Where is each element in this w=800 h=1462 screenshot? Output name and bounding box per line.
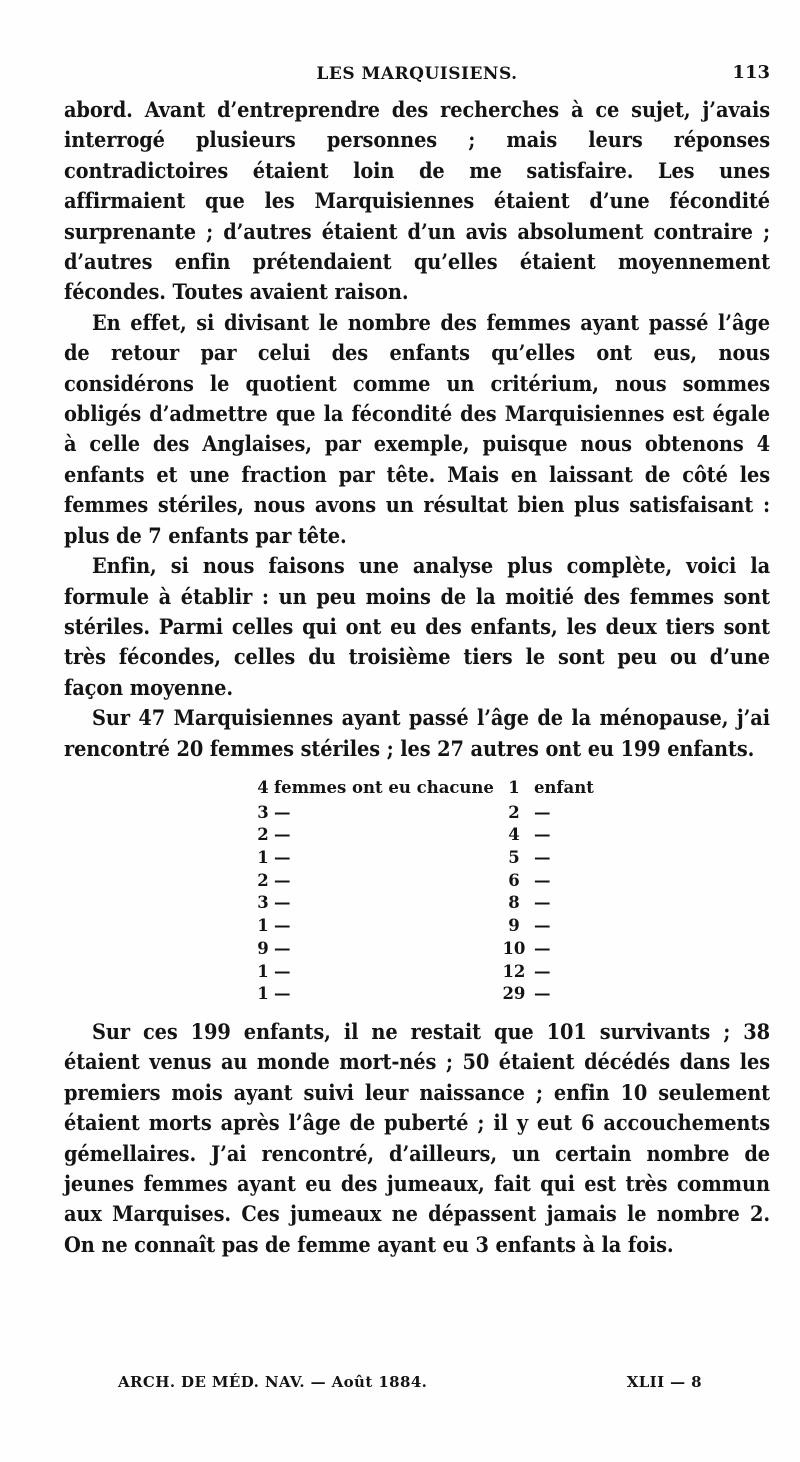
tally-ditto-mark: — bbox=[533, 893, 551, 913]
page-header bbox=[64, 60, 770, 96]
tally-count: 1 bbox=[257, 916, 269, 936]
tally-row bbox=[252, 870, 594, 893]
tally-row bbox=[252, 915, 594, 938]
footer-signature: XLII — 8 bbox=[626, 1373, 702, 1391]
tally-header-row bbox=[252, 777, 594, 802]
tally-ditto-mark: — bbox=[533, 961, 551, 981]
tally-children-number: 10 bbox=[502, 938, 526, 958]
tally-row bbox=[252, 892, 594, 915]
tally-ditto-mark: — bbox=[274, 870, 291, 890]
tally-count: 3 bbox=[257, 802, 269, 822]
tally-ditto-mark: — bbox=[533, 825, 551, 845]
tally-ditto-mark: — bbox=[274, 938, 291, 958]
children-tally-table bbox=[252, 777, 594, 1006]
tally-count: 1 bbox=[257, 984, 269, 1004]
tally-row bbox=[252, 802, 594, 825]
tally-children-number: 8 bbox=[508, 893, 520, 913]
tally-row bbox=[252, 847, 594, 870]
tally-count: 9 bbox=[257, 938, 269, 958]
tally-ditto-mark: — bbox=[533, 916, 551, 936]
paragraph-3: Enfin, si nous faisons une analyse plus complète, voici la formule à établir : un peu moins de la moitié des femmes sont stériles. Parmi celles qui ont eu des enfants, les deux tiers sont très fécondes, celles du troisième tiers le sont peu ou d’une façon moyenne. bbox=[64, 554, 770, 701]
tally-ditto-mark: — bbox=[274, 802, 291, 822]
paragraph-2: En effet, si divisant le nombre des femmes ayant passé l’âge de retour par celui des enfants qu’elles ont eus, nous considérons le quotient comme un critérium, nous sommes obligés d’admettre que la fécondité des Marquisiennes est égale à celle des Anglaises, par exemple, puisque nous obtenons 4 enfants et une fraction par tête. Mais en laissant de côté les femmes stériles, nous avons un résultat bien plus satisfaisant : plus de 7 enfants par tête. bbox=[64, 310, 770, 549]
tally-header-middle: femmes ont eu chacune bbox=[274, 777, 494, 797]
tally-ditto-mark: — bbox=[533, 802, 551, 822]
page bbox=[64, 60, 770, 1261]
tally-row bbox=[252, 983, 594, 1006]
tally-count: 2 bbox=[257, 825, 269, 845]
tally-children-number: 29 bbox=[502, 984, 526, 1004]
footer-journal-citation: ARCH. DE MÉD. NAV. — Août 1884. bbox=[118, 1373, 428, 1391]
tally-count: 3 bbox=[257, 893, 269, 913]
page-number: 113 bbox=[732, 62, 770, 83]
tally-ditto-mark: — bbox=[274, 961, 291, 981]
tally-ditto-mark: — bbox=[533, 870, 551, 890]
tally-body bbox=[252, 802, 594, 1006]
tally-ditto-mark: — bbox=[274, 825, 291, 845]
paragraph-1: abord. Avant d’entreprendre des recherches à ce sujet, j’avais interrogé plusieurs personnes ; mais leurs réponses contradictoires étaient loin de me satisfaire. Les unes affirmaient que les Marquisiennes étaient d’une fécondité surprenante ; d’autres étaient d’un avis absolument contraire ; d’autres enfin prétendaient qu’elles étaient moyennement fécondes. Toutes avaient raison. bbox=[64, 98, 770, 306]
paragraph-4: Sur 47 Marquisiennes ayant passé l’âge de la ménopause, j’ai rencontré 20 femmes stériles ; les 27 autres ont eu 199 enfants. bbox=[64, 706, 770, 762]
running-title: LES MARQUISIENS. bbox=[316, 64, 518, 84]
tally-children-number: 5 bbox=[508, 848, 520, 868]
tally-children-number: 6 bbox=[508, 870, 520, 890]
tally-children-number: 12 bbox=[502, 961, 526, 981]
tally-ditto-mark: — bbox=[274, 893, 291, 913]
tally-header-number: 1 bbox=[508, 777, 520, 797]
tally-children-number: 4 bbox=[508, 825, 520, 845]
tally-ditto-mark: — bbox=[274, 848, 291, 868]
tally-header-count: 4 bbox=[257, 777, 269, 797]
tally-row bbox=[252, 961, 594, 984]
tally-header-unit: enfant bbox=[533, 777, 594, 797]
tally-row bbox=[252, 938, 594, 961]
tally-count: 1 bbox=[257, 961, 269, 981]
tally-ditto-mark: — bbox=[533, 984, 551, 1004]
tally-ditto-mark: — bbox=[533, 938, 551, 958]
tally-children-number: 9 bbox=[508, 916, 520, 936]
tally-ditto-mark: — bbox=[274, 984, 291, 1004]
tally-count: 1 bbox=[257, 848, 269, 868]
tally-ditto-mark: — bbox=[533, 848, 551, 868]
tally-count: 2 bbox=[257, 870, 269, 890]
page-footer bbox=[118, 1373, 718, 1391]
tally-ditto-mark: — bbox=[274, 916, 291, 936]
paragraph-5: Sur ces 199 enfants, il ne restait que 101 survivants ; 38 étaient venus au monde mort-nés ; 50 étaient décédés dans les premiers mois ayant suivi leur naissance ; enfin 10 seulement étaient morts après l’âge de puberté ; il y eut 6 accouchements gémellaires. J’ai rencontré, d’ailleurs, un certain nombre de jeunes femmes ayant eu des jumeaux, fait qui est très commun aux Marquises. Ces jumeaux ne dépassent jamais le nombre 2. On ne connaît pas de femme ayant eu 3 enfants à la fois. bbox=[64, 1019, 770, 1258]
tally-row bbox=[252, 824, 594, 847]
tally-children-number: 2 bbox=[508, 802, 520, 822]
